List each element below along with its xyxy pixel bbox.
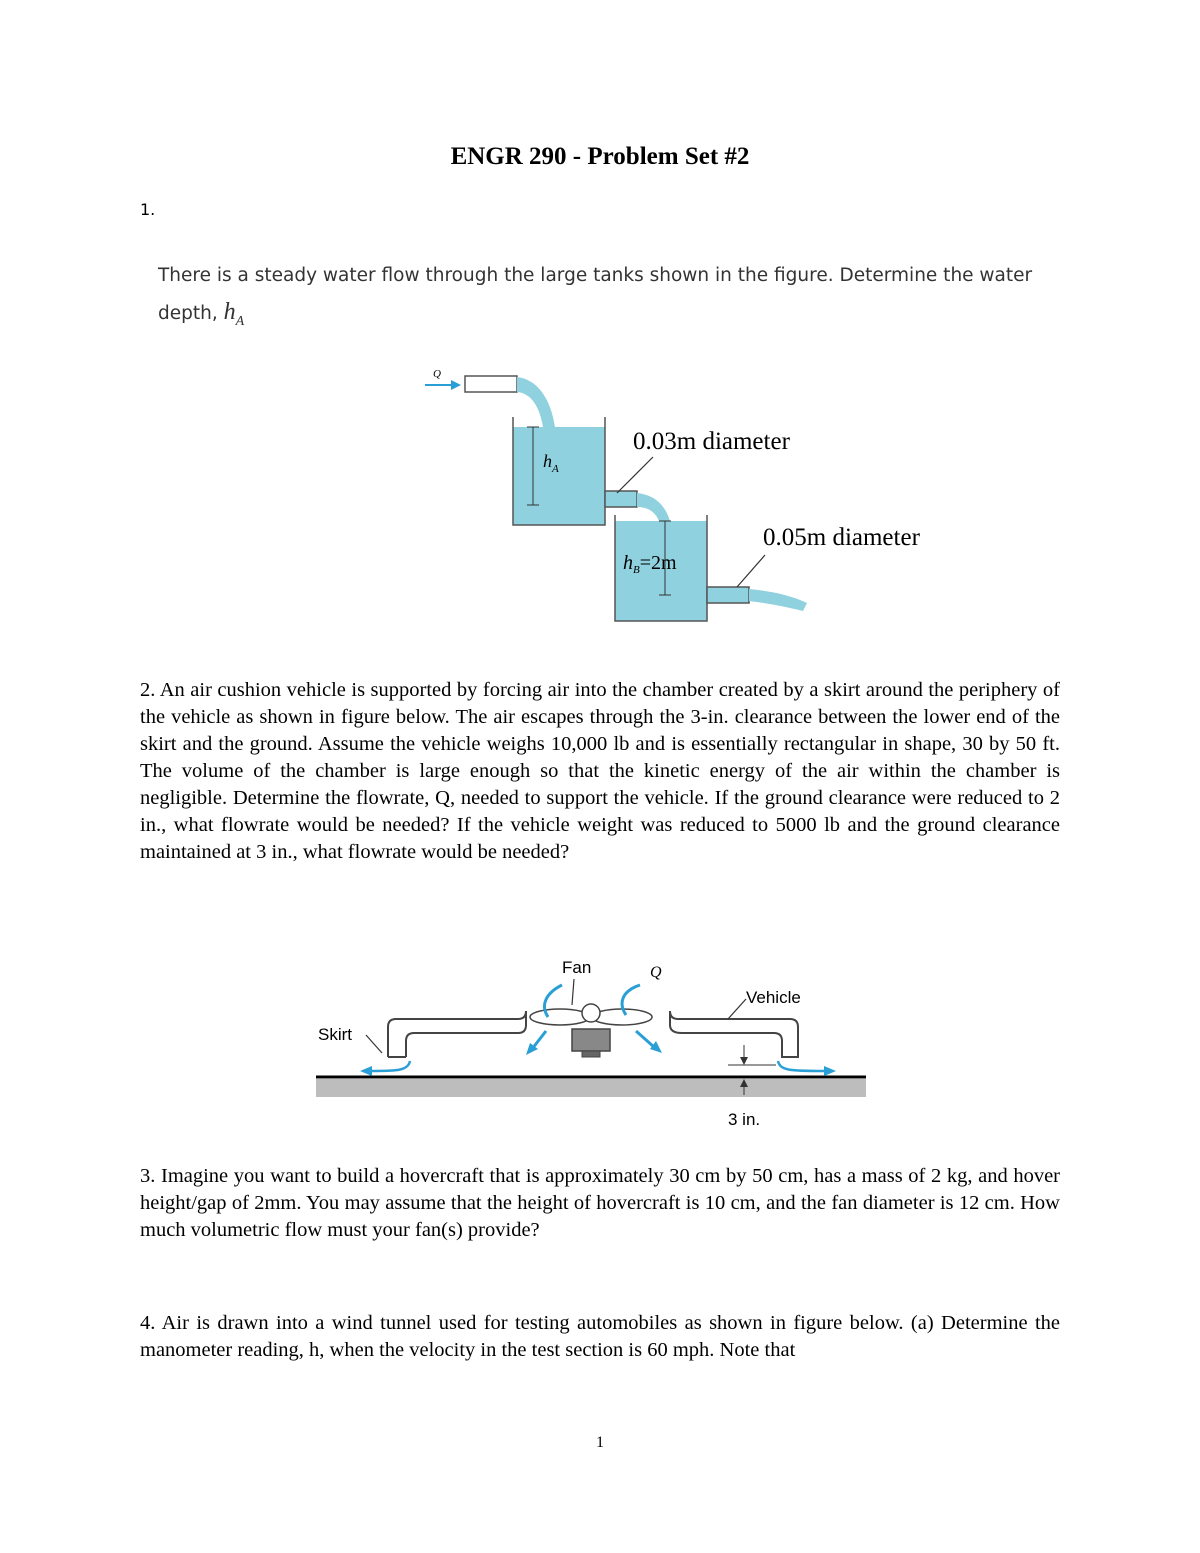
escape-arrow-right: [778, 1061, 824, 1071]
question-1-text: [158, 258, 1058, 340]
outlet-pipe: [707, 587, 749, 603]
outflow-jet: [749, 589, 807, 611]
question-2-text: 2. An air cushion vehicle is supported by forcing air into the chamber created by a skirt around the periphery of the vehicle as shown in figure below. The air escapes through the 3-in. clearance between the lower end of the skirt and the ground. Assume the vehicle weighs 10,000 lb and is essentially rectangular in shape, 30 by 50 ft. The volume of the chamber is large enough so that the kinetic energy of the air within the chamber is negligible. Determine the flowrate, Q, needed to support the vehicle. If the ground clearance were reduced to 2 in., what flowrate would be needed? If the vehicle weight was reduced to 5000 lb and the ground clearance maintained at 3 in., what flowrate would be needed?: [140, 679, 1060, 863]
question-1-number: 1.: [140, 200, 156, 219]
flow-q-label: Q: [433, 368, 441, 380]
outflow-arrow-right: [636, 1031, 654, 1047]
gap-label: 3 in.: [728, 1110, 761, 1129]
hb-label: $h_B=2m$: [623, 552, 677, 576]
ha-label: $h_A$: [543, 451, 559, 475]
q-flow-label: Q: [650, 964, 662, 981]
diameter-leader-1: [617, 457, 653, 493]
question-4-text: 4. Air is drawn into a wind tunnel used for testing automobiles as shown in figure below. (a) Determine the manometer reading, h, when the velocity in the test section is 60 mph. Note that: [140, 1312, 1060, 1361]
question-3-text: 3. Imagine you want to build a hovercraft that is approximately 30 cm by 50 cm, has a mass of 2 kg, and hover height/gap of 2mm. You may assume that the height of hovercraft is 10 cm, and the fan diameter is 12 cm. How much volumetric flow must your fan(s) provide?: [140, 1165, 1060, 1241]
vehicle-label: Vehicle: [746, 988, 801, 1007]
inflow-pipe: [465, 376, 517, 392]
skirt-label: Skirt: [318, 1025, 352, 1044]
question-1-body: There is a steady water flow through the large tanks shown in the figure. Determine the water depth,: [158, 265, 1033, 324]
diameter-label-1: 0.03m diameter: [633, 428, 790, 455]
diameter-label-2: 0.05m diameter: [763, 524, 920, 551]
page-title: ENGR 290 - Problem Set #2: [450, 143, 750, 170]
vehicle-body-left: [388, 1011, 526, 1057]
vehicle-body-right: [670, 1011, 798, 1057]
ground-fill: [316, 1079, 866, 1097]
connecting-pipe: [605, 491, 637, 507]
fan-motor: [572, 1029, 610, 1051]
jet-into-tank-b: [637, 493, 670, 521]
hovercraft-figure: [310, 945, 870, 1135]
escape-arrow-left: [370, 1061, 410, 1071]
fan-hub: [582, 1004, 600, 1022]
tank-a-water: [513, 427, 605, 525]
jet-into-tank-a: [517, 377, 555, 427]
tanks-figure: [415, 355, 975, 625]
fan-blade-right: [592, 1009, 652, 1025]
question-1-variable: $h_A$: [223, 299, 245, 329]
page-number: 1: [596, 1434, 604, 1451]
fan-label: Fan: [562, 958, 592, 977]
inflow-arrowhead: [451, 380, 461, 390]
diameter-leader-2: [737, 555, 765, 587]
fan-blade-left: [530, 1009, 590, 1025]
